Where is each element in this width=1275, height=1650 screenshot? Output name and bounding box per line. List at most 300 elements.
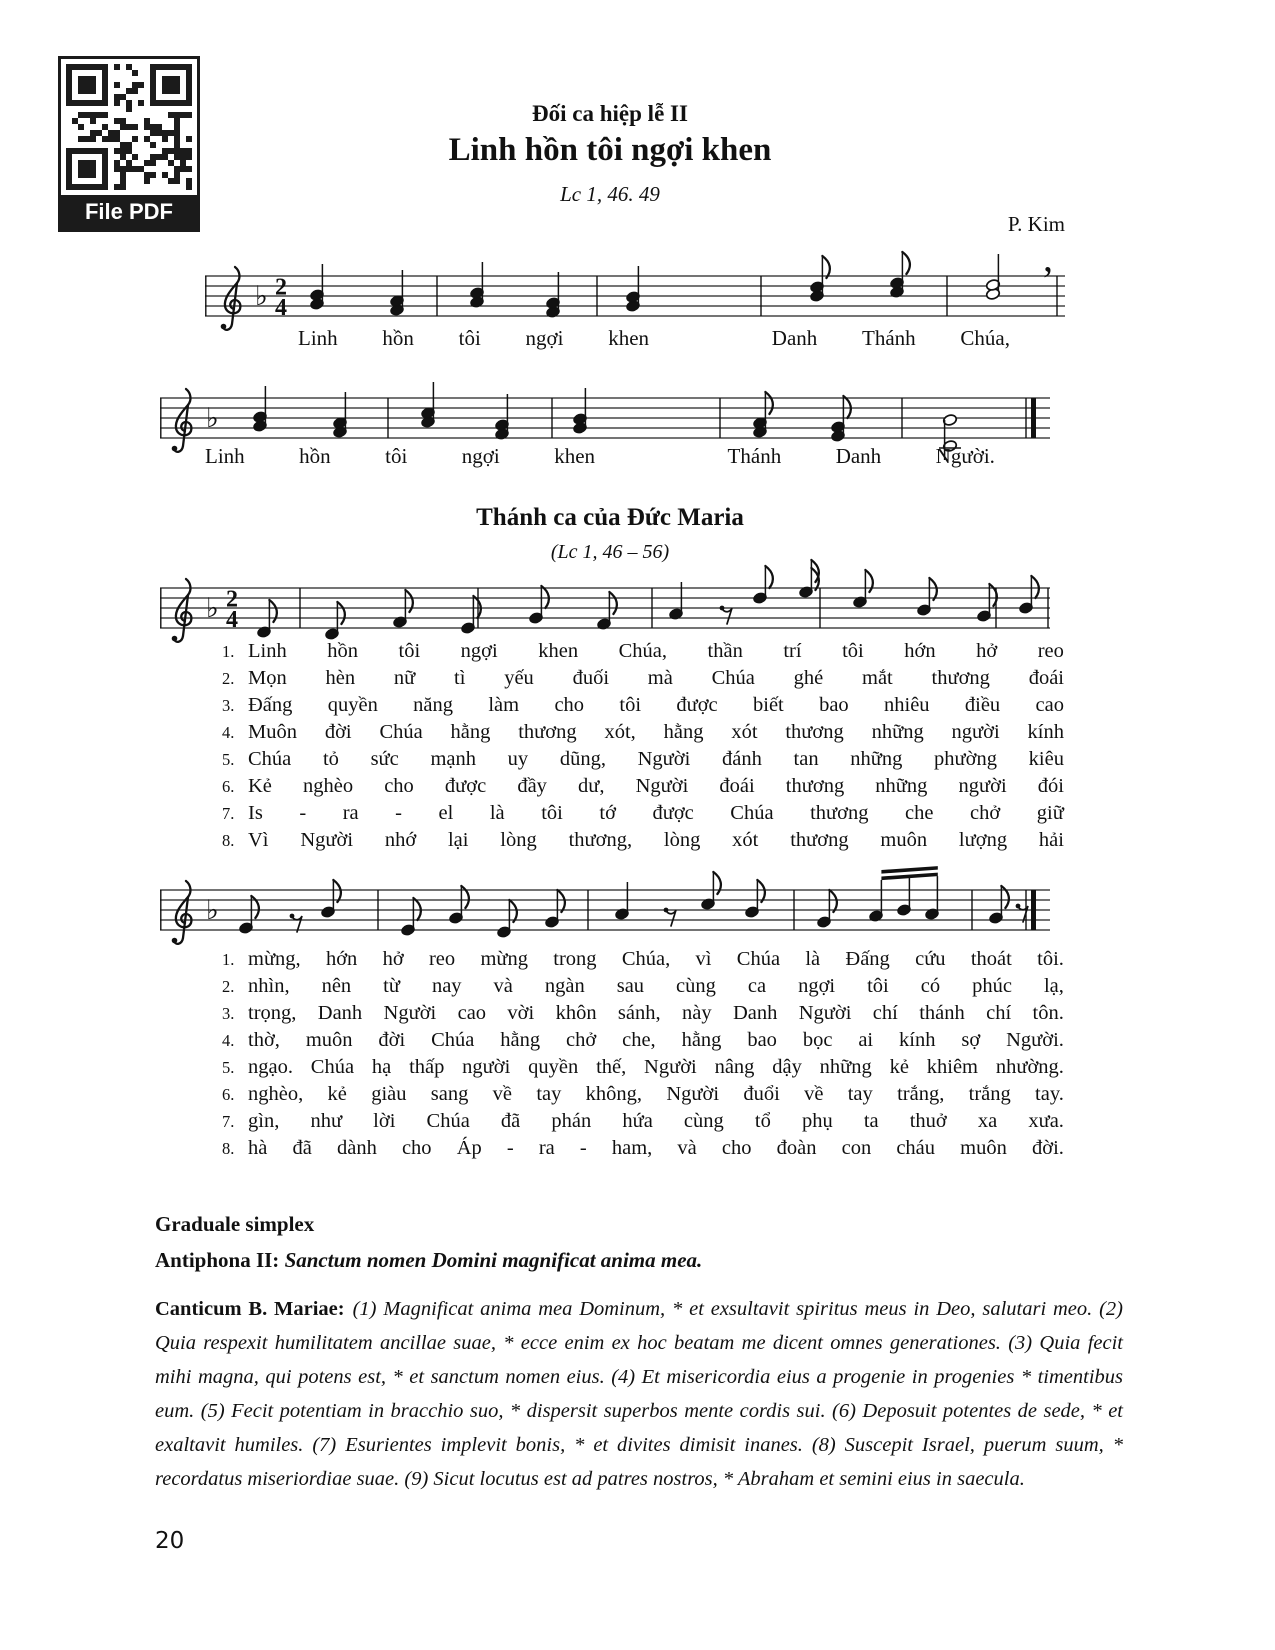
verse-word: Người [383, 1002, 437, 1024]
verse-word: bao [819, 694, 849, 716]
verse-word: được [652, 802, 694, 824]
verse-word: sánh, [617, 1002, 661, 1024]
verse-word: mạnh [430, 748, 476, 770]
verse-word: hằng [450, 721, 491, 743]
canticum-label: Canticum B. Mariae: [155, 1298, 345, 1320]
verse-words [248, 640, 1064, 663]
verse-word: đuối [572, 667, 610, 689]
verse-line [222, 640, 1064, 667]
verse-word: mà [647, 667, 673, 689]
verse-word: tôi. [1037, 948, 1064, 970]
note [988, 886, 1008, 924]
note [545, 272, 560, 318]
composer-credit: P. Kim [1007, 212, 1065, 236]
verse-word: reo [428, 948, 456, 970]
lyric-line-1 [298, 326, 1010, 351]
lyric-word: hồn [299, 444, 331, 468]
verse-word: Người [635, 775, 689, 797]
verse-word: ngạo. [248, 1056, 293, 1078]
verse-word: che, [622, 1029, 656, 1051]
verse-word: reo [1037, 640, 1064, 662]
verse-word: Muôn [248, 721, 297, 743]
verse-word: cho [384, 775, 414, 797]
note [400, 898, 420, 936]
verse-word: nhớ [384, 829, 417, 851]
verse-word: Vì [248, 829, 269, 851]
verse-word: lại [447, 829, 469, 851]
verse-words [248, 975, 1064, 998]
verse-line [222, 802, 1064, 829]
verse-block-1 [222, 640, 1064, 856]
verse-word: dậy [772, 1056, 802, 1078]
flat-icon: ♭ [255, 281, 268, 312]
verse-word: cao [457, 1002, 487, 1024]
note [252, 386, 267, 432]
note [320, 880, 340, 918]
verse-words [248, 721, 1064, 744]
verse-word: ta [863, 1110, 879, 1132]
verse-word: vì [695, 948, 712, 970]
verse-words [248, 829, 1064, 852]
verse-word: thánh [919, 1002, 965, 1024]
verse-word: Chúa [310, 1056, 355, 1078]
verse-line [222, 975, 1064, 1002]
verse-word: khen [538, 640, 579, 662]
verse-word: Chúa, [618, 640, 668, 662]
verse-number: 1. [222, 642, 235, 661]
verse-word: như [310, 1110, 343, 1132]
verse-word: tì [454, 667, 466, 689]
verse-word: hồn [327, 640, 358, 662]
note [830, 396, 850, 442]
note [916, 578, 936, 616]
note [496, 900, 516, 938]
qr-pattern [66, 64, 192, 190]
lyric-word: ngợi [525, 326, 564, 350]
time-signature-bottom: 4 [275, 295, 287, 321]
verse-words [248, 1083, 1064, 1106]
verse-word: được [676, 694, 718, 716]
verse-line [222, 1137, 1064, 1164]
verse-word: phúc [972, 975, 1012, 997]
verse-number: 7. [222, 1112, 235, 1131]
verse-word: hải [1038, 829, 1064, 851]
verse-word: nhiêu [884, 694, 930, 716]
note [896, 878, 911, 916]
verse-word: lòng [663, 829, 701, 851]
verse-word: nên [321, 975, 352, 997]
verse-words [248, 1002, 1064, 1025]
verse-word: ghé [793, 667, 824, 689]
flat-icon: ♭ [206, 593, 219, 624]
verse-word: ai [858, 1029, 874, 1051]
verse-number: 1. [222, 950, 235, 969]
verse-word: phụ [801, 1110, 833, 1132]
verse-word: hằng [681, 1029, 722, 1051]
verse-word: dành [336, 1137, 377, 1159]
lyric-word: Danh [771, 326, 818, 350]
verse-word: thương [790, 829, 849, 851]
verse-word: Is [248, 802, 263, 824]
verse-line [222, 775, 1064, 802]
lyric-word: Thánh [862, 326, 916, 350]
canticum-paragraph [155, 1292, 1123, 1496]
verse-word: nhìn, [248, 975, 290, 997]
note [494, 394, 509, 440]
verse-word: thuở [909, 1110, 947, 1132]
verse-word: cho [401, 1137, 432, 1159]
verse-word: ngàn [544, 975, 585, 997]
verse-words [248, 1056, 1064, 1079]
verse-number: 8. [222, 1139, 235, 1158]
note [389, 270, 404, 316]
verse-word: khôn [555, 1002, 597, 1024]
verse-word: đói [1037, 775, 1064, 797]
verse-word: phường [934, 748, 997, 770]
verse-word: đầy [517, 775, 547, 797]
verse-word: xót [732, 829, 759, 851]
verse-word: tôn. [1032, 1002, 1064, 1024]
verse-word: thương [785, 775, 845, 797]
verse-word: trong [553, 948, 597, 970]
verse-word: đã [292, 1137, 312, 1159]
verse-word: có [920, 975, 941, 997]
verse-word: không, [585, 1083, 643, 1105]
verse-word: người [958, 775, 1007, 797]
verse-word: tôi [867, 975, 889, 997]
note [924, 876, 939, 920]
verse-words [248, 1137, 1064, 1160]
verse-word: kính [1027, 721, 1064, 743]
note [238, 896, 258, 934]
verse-number: 7. [222, 804, 235, 823]
verse-word: giàu [371, 1083, 407, 1105]
verse-word: trí [783, 640, 802, 662]
antiphona-line [155, 1248, 702, 1273]
lyric-word: Thánh [727, 444, 782, 468]
note [309, 264, 324, 310]
lyric-word: khen [554, 444, 596, 468]
verse-number: 6. [222, 777, 235, 796]
note [572, 388, 587, 434]
verse-line [222, 721, 1064, 748]
verse-word: Đấng [248, 694, 293, 716]
verse-word: bao [747, 1029, 777, 1051]
note [469, 262, 484, 308]
note [256, 600, 276, 638]
verse-word: Chúa [248, 748, 292, 770]
verse-word: đoái [1028, 667, 1064, 689]
verse-word: Mọn [248, 667, 287, 689]
verse-word: cứu [915, 948, 946, 970]
verse-word: hứa [622, 1110, 653, 1132]
verse-word: - [299, 802, 307, 824]
verse-word: Chúa [431, 1029, 475, 1051]
verse-word: trắng, [897, 1083, 945, 1105]
verse-word: đuổi [743, 1083, 780, 1105]
verse-word: cao [1035, 694, 1064, 716]
canticum-text: (1) Magnificat anima mea Dominum, * et exsultavit spiritus meus in Deo, salutari meo. (2) Quia respexit humilitatem ancillae suae, * ecce enim ex hoc beatam me dicent omnes generationes. (3) Quia fecit mihi magna, qui potens est, * et sanctum nomen eius. (4) Et misericordia eius a progenie in progenies * timentibus eum. (5) Fecit potentiam in bracchio suo, * dispersit superbos mente cordis sui. (6) Deposuit potentes de sede, * et exaltavit humiles. (7) Esurientes implevit bonis, * et divites dimisit inanes. (8) Suscepit Israel, puerum suum, * recordatus miseriordiae suae. (9) Sicut locutus est ad patres nostros, * Abraham et semini eius in saecula. [155, 1298, 1123, 1490]
verse-word: những [875, 775, 928, 797]
verse-word: là [489, 802, 505, 824]
verse-number: 3. [222, 1004, 235, 1023]
verse-word: tổ [754, 1110, 771, 1132]
verse-word: biết [753, 694, 784, 716]
verse-word: Người [666, 1083, 720, 1105]
note [392, 590, 412, 628]
note [528, 586, 548, 624]
verse-word: tớ [599, 802, 616, 824]
verse-words [248, 694, 1064, 717]
verse-word: mắt [862, 667, 893, 689]
verse-word: hạ [371, 1056, 392, 1078]
verse-line [222, 1056, 1064, 1083]
verse-word: nhường. [995, 1056, 1064, 1078]
verse-word: ca [747, 975, 767, 997]
verse-word: hà [248, 1137, 268, 1159]
note [420, 382, 435, 428]
verse-word: này [681, 1002, 712, 1024]
verse-word: Người [644, 1056, 697, 1078]
verse-word: sang [430, 1083, 469, 1105]
verse-number: 5. [222, 1058, 235, 1077]
verse-word: tôi [619, 694, 642, 716]
note [332, 392, 347, 438]
note [868, 880, 883, 922]
qr-label: File PDF [61, 195, 197, 229]
verse-line [222, 1110, 1064, 1137]
verse-word: con [841, 1137, 872, 1159]
verse-line [222, 948, 1064, 975]
verse-word: Đấng [845, 948, 890, 970]
verse-word: về [492, 1083, 513, 1105]
verse-word: Người [637, 748, 691, 770]
verse-word: cho [721, 1137, 752, 1159]
lyric-word: hồn [382, 326, 414, 350]
verse-word: khiêm [926, 1056, 979, 1078]
verse-word: tôi [842, 640, 864, 662]
verse-word: tay. [1035, 1083, 1064, 1105]
verse-number: 6. [222, 1085, 235, 1104]
note [852, 570, 872, 608]
verse-word: lòng [500, 829, 537, 851]
verse-word: và [493, 975, 513, 997]
verse-word: Người [300, 829, 354, 851]
verse-line [222, 667, 1064, 694]
verse-word: Người. [1006, 1029, 1064, 1051]
verse-word: Danh [317, 1002, 363, 1024]
flat-icon: ♭ [206, 403, 219, 434]
verse-word: đời. [1031, 1137, 1064, 1159]
verse-word: hằng [500, 1029, 541, 1051]
verse-word: hở [976, 640, 998, 662]
verse-word: đã [500, 1110, 521, 1132]
note [985, 254, 1000, 300]
verse-word: từ [383, 975, 400, 997]
verse-word: muôn [305, 1029, 353, 1051]
verse-word: điều [964, 694, 1001, 716]
verse-word: dư, [578, 775, 605, 797]
verse-word: thương [785, 721, 844, 743]
verse-word: thế, [596, 1056, 627, 1078]
verse-word: người [951, 721, 1000, 743]
verse-word: Áp [456, 1137, 482, 1159]
verse-word: những [850, 748, 903, 770]
verse-word: Chúa [730, 802, 774, 824]
verse-number: 3. [222, 696, 235, 715]
verse-word: kính [899, 1029, 936, 1051]
verse-word: ham, [611, 1137, 653, 1159]
note [976, 584, 996, 622]
note [752, 566, 772, 604]
verse-word: Danh [732, 1002, 778, 1024]
verse-number: 4. [222, 723, 235, 742]
verse-word: thần [707, 640, 743, 662]
verse-word: tay [847, 1083, 873, 1105]
final-barline [1031, 890, 1036, 930]
verse-word: el [438, 802, 454, 824]
section-reference: (Lc 1, 46 – 56) [550, 541, 670, 563]
verse-word: tôi [541, 802, 563, 824]
time-signature-bottom: 4 [226, 607, 238, 633]
lyric-word: tôi [458, 326, 481, 350]
verse-word: phán [551, 1110, 592, 1132]
verse-word: và [677, 1137, 697, 1159]
verse-word: muôn [960, 1137, 1007, 1159]
verse-word: kẻ [327, 1083, 347, 1105]
verse-word: hở [382, 948, 404, 970]
lyric-word: ngợi [461, 444, 500, 468]
verse-word: lượng [958, 829, 1008, 851]
verse-words [248, 948, 1064, 971]
beam [881, 866, 937, 874]
verse-word: những [819, 1056, 872, 1078]
verse-word: hớn [904, 640, 936, 662]
note [798, 560, 818, 598]
lyric-word: tôi [385, 444, 408, 468]
verse-word: tay [536, 1083, 562, 1105]
verse-word: mừng, [248, 948, 301, 970]
verse-word: trọng, [248, 1002, 297, 1024]
verse-word: xưa. [1028, 1110, 1064, 1132]
verse-word: hớn [325, 948, 358, 970]
section-title: Thánh ca của Đức Maria [476, 504, 744, 531]
page-title: Linh hồn tôi ngợi khen [448, 132, 772, 168]
verse-word: đoàn [776, 1137, 817, 1159]
note [700, 872, 720, 910]
verse-words [248, 1110, 1064, 1133]
verse-line [222, 748, 1064, 775]
verse-word: hằng [663, 721, 704, 743]
verse-word: cho [554, 694, 585, 716]
verse-word: thờ, [248, 1029, 280, 1051]
page-number: 20 [155, 1528, 185, 1554]
verse-word: mừng [480, 948, 528, 970]
header-category: Đối ca hiệp lễ II [532, 101, 688, 126]
verse-word: xót, [604, 721, 636, 743]
verse-word: Chúa, [621, 948, 671, 970]
verse-word: thoát [970, 948, 1012, 970]
verse-word: năng [413, 694, 454, 716]
verse-word: sức [370, 748, 399, 770]
verse-word: - [506, 1137, 514, 1159]
verse-word: đoái [719, 775, 755, 797]
note [544, 890, 564, 928]
verse-words [248, 775, 1064, 798]
verse-word: Chúa [736, 948, 781, 970]
verse-word: quyền [528, 1056, 579, 1078]
verse-word: thương [810, 802, 869, 824]
verse-word: quyền [327, 694, 378, 716]
verse-word: sau [616, 975, 645, 997]
verse-word: nay [431, 975, 462, 997]
eighth-rest-icon [290, 914, 302, 932]
verse-word: ra [342, 802, 359, 824]
verse-word: chí [986, 1002, 1012, 1024]
lyric-word: Linh [298, 326, 338, 350]
verse-word: người [462, 1056, 511, 1078]
note [614, 882, 629, 920]
note [752, 392, 772, 438]
verse-word: ngợi [798, 975, 836, 997]
verse-number: 8. [222, 831, 235, 850]
verse-word: nghèo [303, 775, 354, 797]
verse-word: tôi [398, 640, 421, 662]
flat-icon: ♭ [206, 895, 219, 926]
verse-word: - [395, 802, 402, 824]
verse-word: làm [488, 694, 520, 716]
verse-word: thương [518, 721, 577, 743]
verse-word: cùng [683, 1110, 724, 1132]
scripture-reference: Lc 1, 46. 49 [560, 182, 660, 206]
verse-word: đánh [722, 748, 762, 770]
verse-block-2 [222, 948, 1064, 1164]
verse-word: nữ [393, 667, 416, 689]
note [1018, 576, 1038, 614]
verse-words [248, 667, 1064, 690]
verse-words [248, 748, 1064, 771]
verse-word: Người [798, 1002, 852, 1024]
verse-word: lạ, [1043, 975, 1064, 997]
antiphona-label: Antiphona II: [155, 1248, 280, 1272]
verse-number: 2. [222, 669, 235, 688]
verse-word: che [905, 802, 934, 824]
verse-word: ngợi [460, 640, 498, 662]
antiphona-text: Sanctum nomen Domini magnificat anima mea. [284, 1248, 703, 1272]
verse-word: được [444, 775, 487, 797]
graduale-heading: Graduale simplex [155, 1212, 315, 1236]
verse-word: kiêu [1028, 748, 1064, 770]
lyric-word: Linh [205, 444, 245, 468]
verse-word: chở [970, 802, 1001, 824]
verse-word: thấp [409, 1056, 445, 1078]
verse-words [248, 1029, 1064, 1052]
verse-number: 4. [222, 1031, 235, 1050]
verse-word: vời [507, 1002, 535, 1024]
verse-line [222, 1029, 1064, 1056]
verse-word: lời [373, 1110, 396, 1132]
note [889, 252, 909, 298]
verse-line [222, 1002, 1064, 1029]
verse-word: ra [538, 1137, 555, 1159]
verse-word: uy [507, 748, 529, 770]
note [625, 266, 640, 312]
verse-number: 5. [222, 750, 235, 769]
verse-word: hèn [325, 667, 356, 689]
verse-word: kẻ [889, 1056, 909, 1078]
final-barline [1031, 398, 1036, 438]
verse-word: thương [931, 667, 990, 689]
